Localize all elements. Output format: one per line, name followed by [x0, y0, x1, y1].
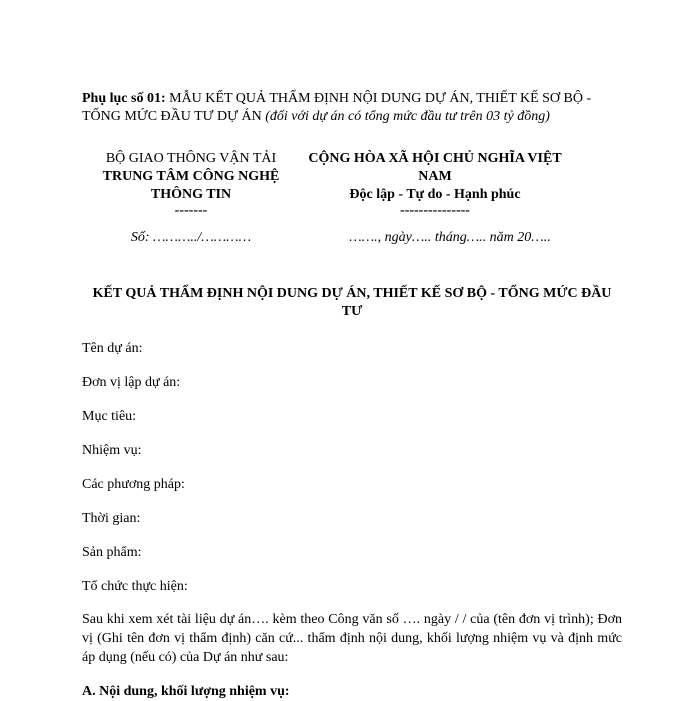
appendix-note: (đối với dự án có tổng mức đầu tư trên 03 tỷ đồng)	[265, 109, 550, 124]
national-motto-block	[300, 150, 570, 218]
field-products: Sản phẩm:	[82, 545, 142, 560]
field-task: Nhiệm vụ:	[82, 443, 142, 458]
document-date: ……., ngày….. tháng….. năm 20…..	[349, 230, 551, 245]
review-paragraph: Sau khi xem xét tài liệu dự án…. kèm theo Công văn số …. ngày / / của (tên đơn vị trình); Đơn vị (Ghi tên đơn vị thẩm định) căn cứ... thẩm định nội dung, khối lượng nhiệm vụ và định mức áp dụng (nếu có) của Dự án như sau:	[82, 612, 622, 665]
field-time: Thời gian:	[82, 511, 141, 526]
issuer-block	[82, 150, 300, 218]
center-name: TRUNG TÂM CÔNG NGHỆ THÔNG TIN	[102, 169, 280, 202]
field-project-name: Tên dự án:	[82, 341, 143, 356]
appendix-label: Phụ lục số 01:	[82, 91, 166, 106]
appendix-heading	[82, 90, 622, 126]
motto: Độc lập - Tự do - Hạnh phúc	[349, 187, 521, 202]
appendix-title: MẪU KẾT QUẢ THẨM ĐỊNH NỘI DUNG DỰ ÁN, THIẾT KẾ SƠ BỘ - TỔNG MỨC ĐẦU TƯ DỰ ÁN	[82, 91, 592, 124]
document-number: Số: ………../…………	[130, 230, 252, 245]
field-organization: Tổ chức thực hiện:	[82, 579, 188, 594]
motto-separator: ---------------	[400, 203, 470, 218]
field-objective: Mục tiêu:	[82, 409, 137, 424]
ministry-name: BỘ GIAO THÔNG VẬN TẢI	[105, 151, 277, 166]
field-preparing-unit: Đơn vị lập dự án:	[82, 375, 181, 390]
republic-name: CỘNG HÒA XÃ HỘI CHỦ NGHĨA VIỆT NAM	[308, 151, 562, 184]
document-title: KẾT QUẢ THẨM ĐỊNH NỘI DUNG DỰ ÁN, THIẾT KẾ SƠ BỘ - TỔNG MỨC ĐẦU TƯ	[92, 286, 612, 319]
issuer-separator: -------	[174, 203, 208, 218]
field-methods: Các phương pháp:	[82, 477, 185, 492]
section-a-heading: A. Nội dung, khối lượng nhiệm vụ:	[82, 684, 290, 699]
